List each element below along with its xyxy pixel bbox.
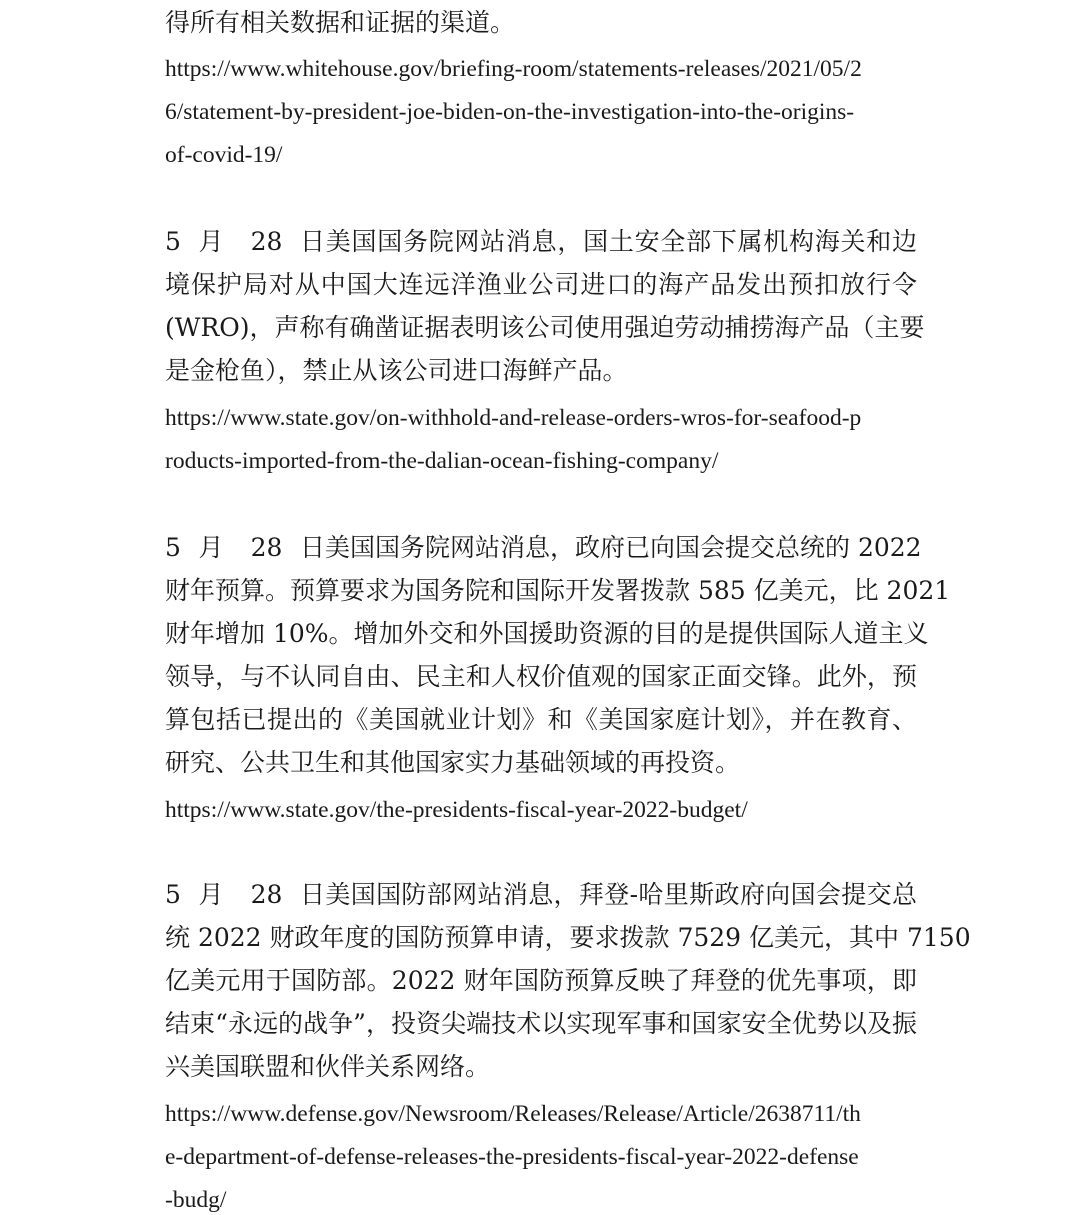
entry-3-text-line-2: 统 2022 财政年度的国防预算申请，要求拨款 7529 亿美元，其中 7150 xyxy=(165,923,971,952)
entry-1-text-line-1: 美国国务院网站消息，国土安全部下属机构海关和边 xyxy=(325,227,917,256)
intro-url-line-3[interactable]: of-covid-19/ xyxy=(165,142,283,168)
intro-text-tail: 得所有相关数据和证据的渠道。 xyxy=(165,8,516,37)
entry-3-date: 5 月 28 日 xyxy=(165,880,325,909)
entry-2-text-line-3: 财年增加 10%。增加外交和外国援助资源的目的是提供国际人道主义 xyxy=(165,619,929,648)
entry-1-date: 5 月 28 日 xyxy=(165,227,325,256)
entry-3-url-line-2[interactable]: e-department-of-defense-releases-the-presidents-fiscal-year-2022-defense xyxy=(165,1144,859,1170)
intro-url-line-2[interactable]: 6/statement-by-president-joe-biden-on-the-investigation-into-the-origins- xyxy=(165,99,855,125)
entry-2-url-line-1[interactable]: https://www.state.gov/the-presidents-fiscal-year-2022-budget/ xyxy=(165,797,748,823)
entry-1-url-line-2[interactable]: roducts-imported-from-the-dalian-ocean-fishing-company/ xyxy=(165,448,719,474)
entry-1-text-line-2: 境保护局对从中国大连远洋渔业公司进口的海产品发出预扣放行令 xyxy=(165,270,917,299)
entry-2-first-line xyxy=(165,533,922,563)
entry-1-text-line-4: 是金枪鱼），禁止从该公司进口海鲜产品。 xyxy=(165,356,628,385)
entry-3-text-line-4: 结束“永远的战争”，投资尖端技术以实现军事和国家安全优势以及振 xyxy=(165,1009,917,1038)
entry-3-text-line-3: 亿美元用于国防部。2022 财年国防预算反映了拜登的优先事项，即 xyxy=(165,966,917,995)
entry-2-date: 5 月 28 日 xyxy=(165,533,325,562)
intro-url-line-1[interactable]: https://www.whitehouse.gov/briefing-room/statements-releases/2021/05/2 xyxy=(165,56,862,82)
entry-2-text-line-4: 领导，与不认同自由、民主和人权价值观的国家正面交锋。此外，预 xyxy=(165,662,917,691)
entry-1-url-line-1[interactable]: https://www.state.gov/on-withhold-and-release-orders-wros-for-seafood-p xyxy=(165,405,862,431)
entry-1-text-line-3: (WRO)，声称有确凿证据表明该公司使用强迫劳动捕捞海产品（主要 xyxy=(165,313,925,342)
entry-3-url-line-3[interactable]: -budg/ xyxy=(165,1187,227,1213)
entry-2-text-line-2: 财年预算。预算要求为国务院和国际开发署拨款 585 亿美元，比 2021 xyxy=(165,576,951,605)
entry-2-text-line-5: 算包括已提出的《美国就业计划》和《美国家庭计划》，并在教育、 xyxy=(165,705,917,734)
entry-1-first-line xyxy=(165,227,917,257)
entry-3-text-line-5: 兴美国联盟和伙伴关系网络。 xyxy=(165,1052,491,1081)
entry-3-first-line xyxy=(165,880,917,910)
entry-2-text-line-1: 美国国务院网站消息，政府已向国会提交总统的 2022 xyxy=(325,533,922,562)
entry-3-url-line-1[interactable]: https://www.defense.gov/Newsroom/Releases/Release/Article/2638711/th xyxy=(165,1101,861,1127)
entry-3-text-line-1: 美国国防部网站消息，拜登-哈里斯政府向国会提交总 xyxy=(325,880,917,909)
entry-2-text-line-6: 研究、公共卫生和其他国家实力基础领域的再投资。 xyxy=(165,748,741,777)
